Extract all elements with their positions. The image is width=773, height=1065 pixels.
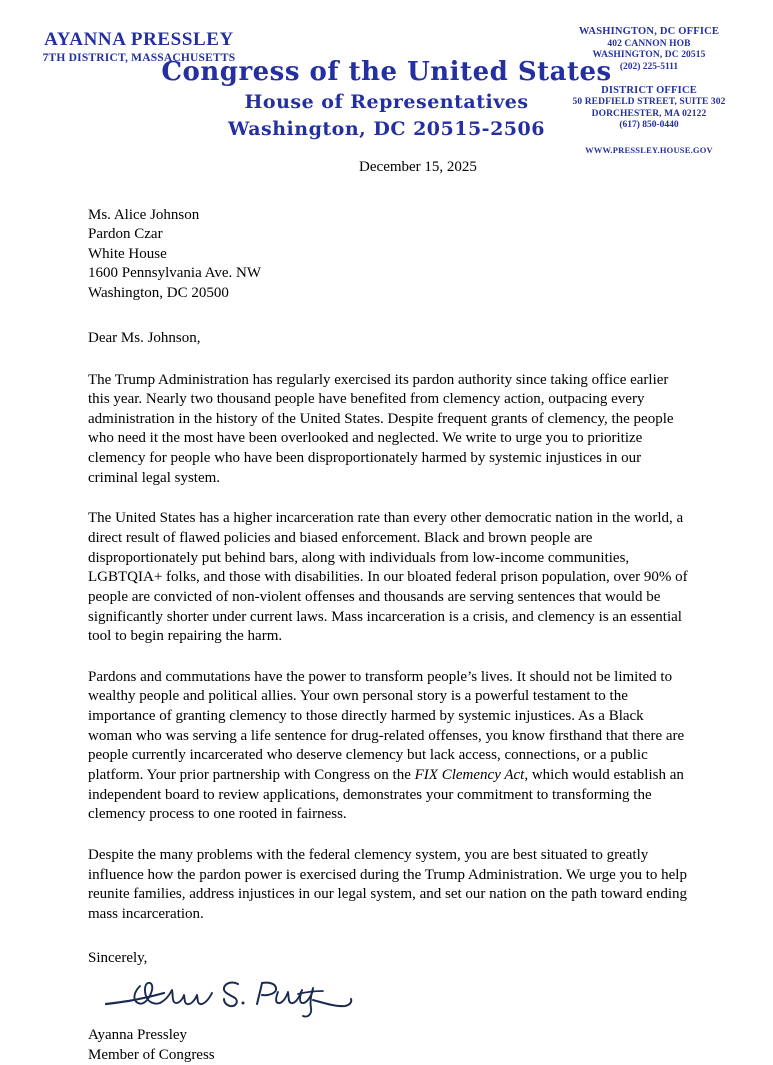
district-office-phone: (617) 850-0440: [619, 120, 679, 131]
recipient-title: Pardon Czar: [88, 226, 163, 242]
paragraph-2: The United States has a higher incarceration rate than every other democratic nation in the world, a direct result of flawed policies and biased enforcement. Black and brown people are disproportionately put behind bars, along with individuals from low-income communities, LGBTQIA+ folks, and those with disabilities. In our bloated federal prison population, over 90% of people are convicted of non-violent offenses and thousands are serving sentences that would be significantly shorter under current laws. Mass incarceration is a crisis, and clemency is an essential tool to begin repairing the harm.: [88, 510, 688, 645]
house-of-representatives-title: House of Representatives: [244, 90, 529, 113]
paragraph-3-text-after: , which would establish an independent board to review applications, demonstrates your commitment to transforming the clemency process to one rooted in fairness.: [88, 767, 684, 823]
office-spacer: [549, 74, 749, 85]
district-office-title: DISTRICT OFFICE: [601, 84, 697, 96]
signer-name: Ayanna Pressley: [88, 1027, 188, 1044]
closing-salutation: Sincerely,: [88, 949, 148, 966]
signature-block: [88, 1026, 688, 1065]
dc-office-street: 402 CANNON HOB: [607, 38, 691, 49]
signature-area: [102, 970, 688, 1026]
paragraph-3-text-before: Pardons and commutations have the power to transform people’s lives. It should not be limited to wealthy people and political allies. Your own personal story is a powerful testament to the importance of granting clemency to those directly harmed by systemic injustices. As a Black woman who was serving a life sentence for drug-related offenses, you know firsthand that there are people currently incarcerated who deserve clemency but lack access, connections, or a public platform. Your prior partnership with Congress on the: [88, 668, 685, 784]
office-website: WWW.PRESSLEY.HOUSE.GOV: [585, 145, 713, 156]
member-district: 7TH DISTRICT, MASSACHUSETTS: [42, 52, 236, 64]
recipient-city-state-zip: Washington, DC 20500: [88, 284, 229, 301]
salutation: Dear Ms. Johnson,: [88, 330, 201, 346]
recipient-organization: White House: [88, 245, 167, 262]
district-office-city: DORCHESTER, MA 02122: [591, 108, 707, 119]
letterhead-offices-block: [549, 26, 749, 155]
member-name: AYANNA PRESSLEY: [44, 29, 234, 50]
dc-office-city: WASHINGTON, DC 20515: [592, 50, 706, 61]
washington-address-title: Washington, DC 20515-2506: [228, 117, 545, 140]
dc-office-phone: (202) 225-5111: [619, 61, 679, 72]
recipient-name: Ms. Alice Johnson: [88, 206, 200, 223]
paragraph-3: [88, 668, 688, 825]
paragraph-4: Despite the many problems with the federal clemency system, you are best situated to greatly influence how the pardon power is exercised during the Trump Administration. We urge you to help reunite families, address injustices in our legal system, and set our nation on the path toward ending mass incarceration.: [88, 846, 688, 922]
recipient-address-block: [88, 206, 688, 304]
fix-clemency-act-title: FIX Clemency Act: [414, 767, 525, 784]
recipient-street: 1600 Pennsylvania Ave. NW: [88, 265, 262, 281]
paragraph-1: The Trump Administration has regularly exercised its pardon authority since taking office earlier this year. Nearly two thousand people have benefited from clemency action, outpacing every administration in the history of the United States. Despite frequent grants of clemency, the people who need it the most have been overlooked and neglected. We write to urge you to prioritize clemency for people who have been disproportionately harmed by systemic injustices in our criminal legal system.: [88, 371, 674, 486]
district-office-street: 50 REDFIELD STREET, SUITE 302: [572, 97, 726, 108]
congress-title: Congress of the United States: [161, 57, 612, 87]
letter-date: December 15, 2025: [359, 159, 477, 175]
dc-office-title: WASHINGTON, DC OFFICE: [578, 26, 720, 37]
letter-body: [88, 158, 688, 1065]
letterhead: [0, 0, 773, 156]
handwritten-signature-icon: [102, 970, 362, 1024]
signer-title: Member of Congress: [88, 1046, 215, 1063]
